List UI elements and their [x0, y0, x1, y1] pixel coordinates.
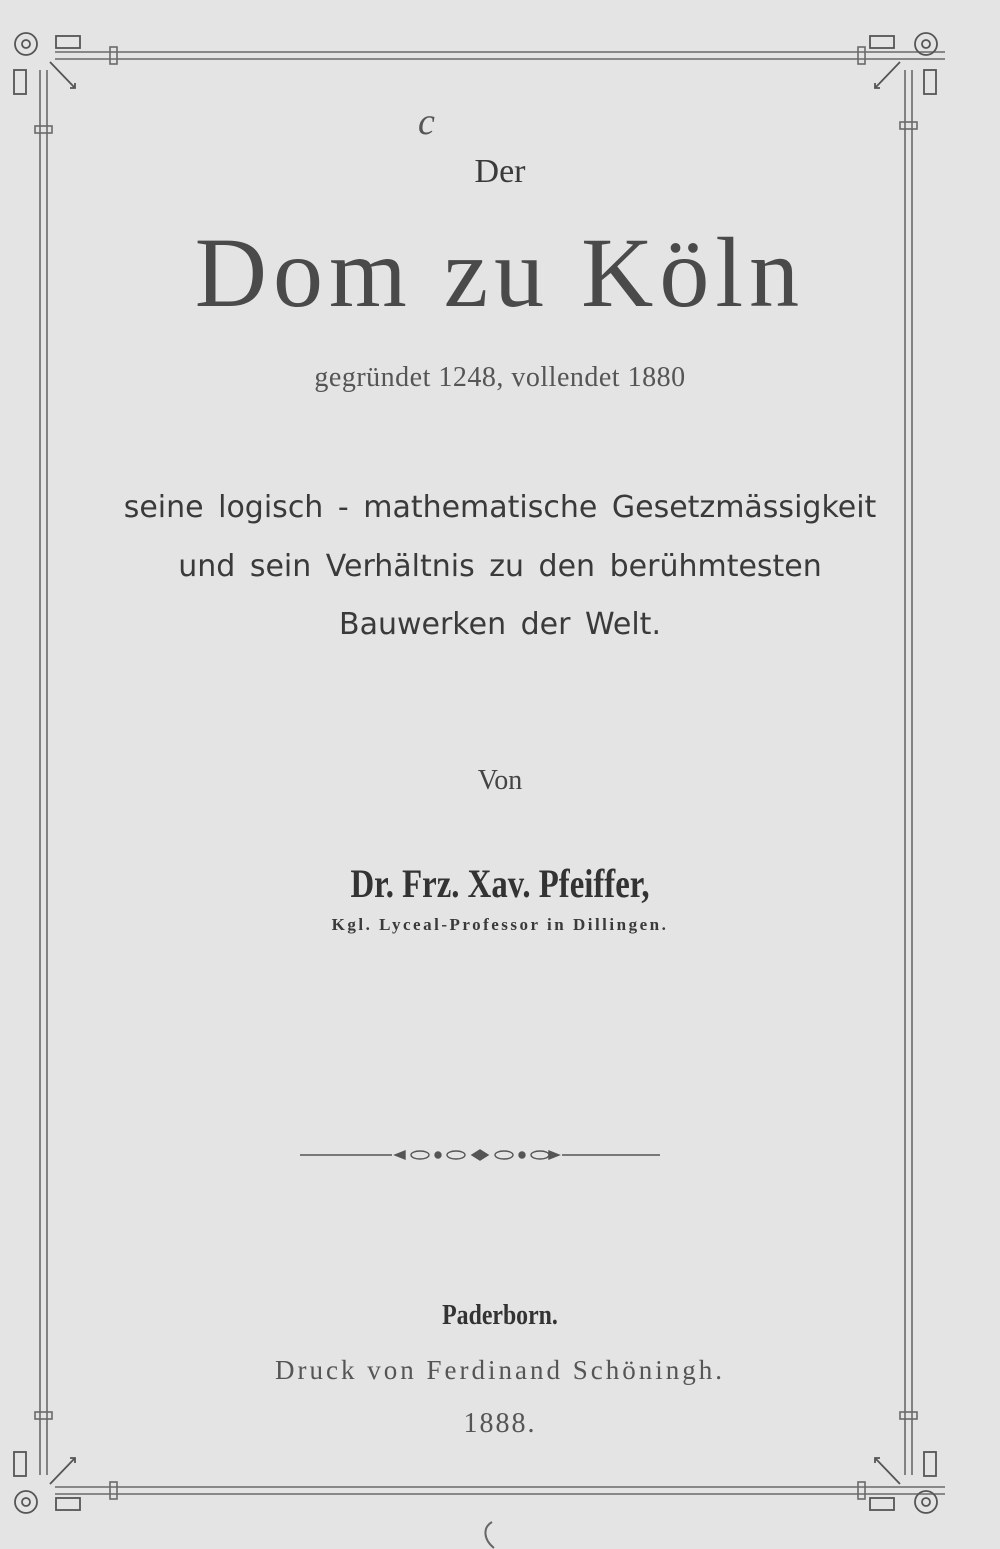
- founded-line: gegründet 1248, vollendet 1880: [314, 362, 686, 393]
- corner-ornament-icon: [870, 1452, 937, 1513]
- author-name: Dr. Frz. Xav. Pfeiffer,: [350, 861, 650, 906]
- subtitle-line: seine logisch - mathematische Gesetzmässigkeit: [123, 490, 877, 525]
- publication-year: 1888.: [463, 1408, 537, 1439]
- ornamental-divider-icon: [300, 1145, 660, 1165]
- printer-line: Druck von Ferdinand Schöningh.: [275, 1355, 725, 1385]
- by-line: Von: [477, 765, 523, 796]
- subtitle-line: und sein Verhältnis zu den berühmtesten: [178, 549, 822, 584]
- margin-mark: c: [418, 101, 435, 143]
- author-title: Kgl. Lyceal-Professor in Dillingen.: [331, 915, 669, 934]
- publication-place: Paderborn.: [442, 1300, 558, 1331]
- corner-ornament-icon: [870, 33, 937, 94]
- page-title: Dom zu Köln: [194, 217, 806, 328]
- pencil-stroke-icon: [470, 1520, 510, 1549]
- subtitle-line: Bauwerken der Welt.: [339, 607, 661, 642]
- title-article: Der: [474, 153, 526, 190]
